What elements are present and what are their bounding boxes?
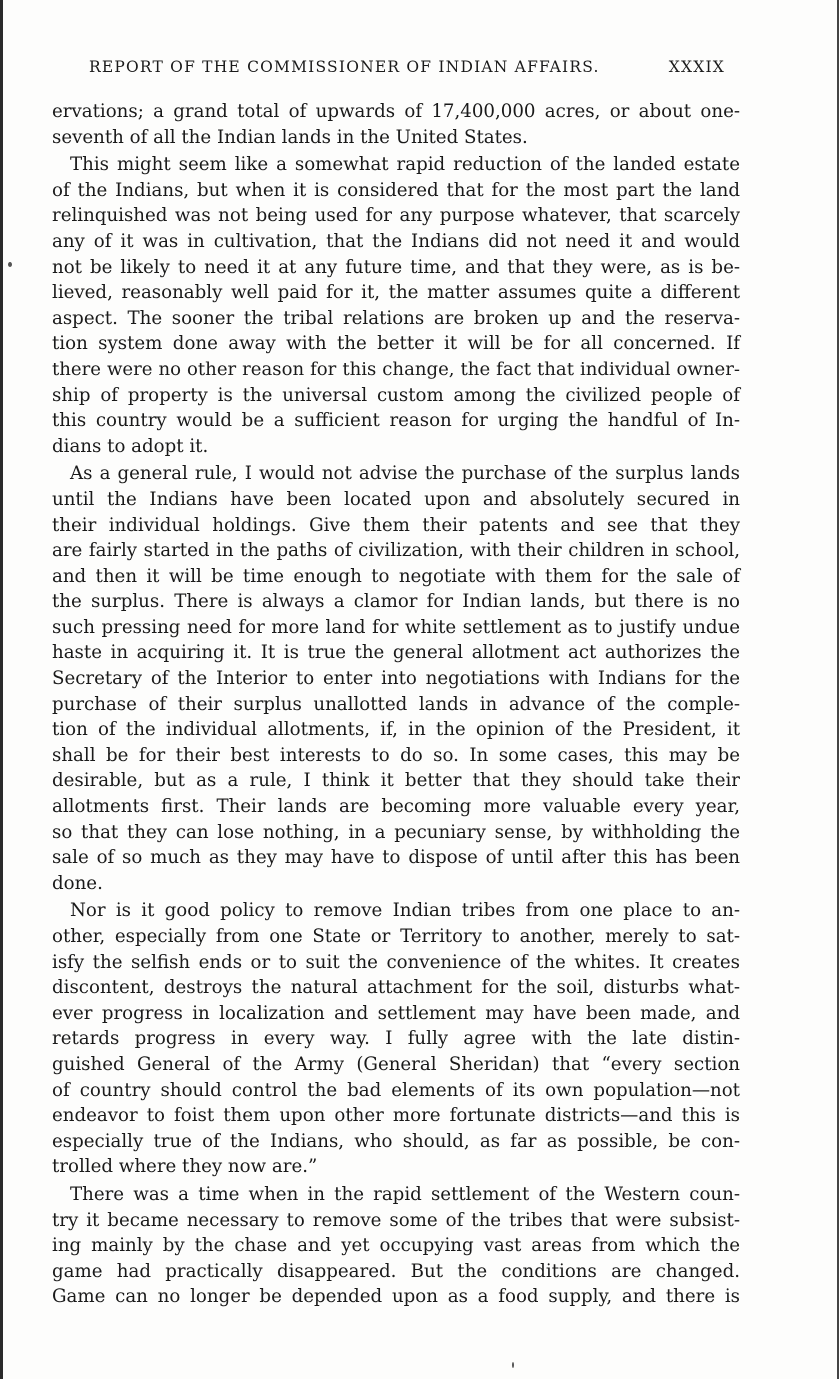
text-line: dians to adopt it. (52, 435, 209, 457)
text-line: tion of the individual allotments, if, in the opinion of the President, it (52, 719, 740, 741)
text-line: isfy the selfish ends or to suit the convenience of the whites. It creates (52, 951, 740, 973)
text-line: seventh of all the Indian lands in the United States. (52, 126, 528, 148)
paragraph (52, 1182, 740, 1310)
text-line: their individual holdings. Give them their patents and see that they (52, 514, 740, 536)
paragraph (52, 461, 740, 896)
paragraph (52, 898, 740, 1180)
text-line: done. (52, 872, 103, 894)
text-line: ing mainly by the chase and yet occupying vast areas from which the (52, 1235, 740, 1257)
text-line: shall be for their best interests to do so. In some cases, this may be (52, 744, 740, 766)
text-line: desirable, but as a rule, I think it better that they should take their (52, 770, 740, 792)
running-header (89, 58, 725, 84)
text-line: until the Indians have been located upon and absolutely secured in (52, 488, 740, 510)
text-line: sale of so much as they may have to dispose of until after this has been (52, 847, 740, 869)
text-line: ship of property is the universal custom among the civilized people of (52, 384, 740, 406)
page-left-edge (0, 0, 3, 1379)
text-line: ervations; a grand total of upwards of 17,400,000 acres, or about one- (52, 101, 740, 122)
text-line: tion system done away with the better it will be for all concerned. If (52, 333, 740, 355)
text-line: the surplus. There is always a clamor for Indian lands, but there is no (52, 591, 740, 613)
text-line: try it became necessary to remove some of the tribes that were subsist- (52, 1209, 740, 1231)
text-line: trolled where they now are.” (52, 1156, 318, 1178)
paragraph (52, 152, 740, 459)
text-line: especially true of the Indians, who should, as far as possible, be con- (52, 1130, 740, 1152)
text-line: aspect. The sooner the tribal relations are broken up and the reserva- (52, 307, 740, 329)
text-line: guished General of the Army (General Sheridan) that “every section (52, 1053, 740, 1075)
text-line: game had practically disappeared. But the conditions are changed. (52, 1260, 740, 1282)
text-line: Game can no longer be depended upon as a food supply, and there is (52, 1286, 740, 1308)
text-line: of country should control the bad elements of its own population—not (52, 1079, 740, 1101)
text-line: retards progress in every way. I fully agree with the late distin- (52, 1028, 740, 1050)
text-line: of the Indians, but when it is considered that for the most part the land (52, 179, 740, 201)
text-line: As a general rule, I would not advise the purchase of the surplus lands (70, 463, 740, 485)
ink-speck (8, 262, 12, 267)
text-line: such pressing need for more land for white settlement as to justify undue (52, 616, 740, 638)
text-line: this country would be a sufficient reason for urging the handful of In- (52, 410, 740, 432)
text-line: ever progress in localization and settlement may have been made, and (52, 1002, 740, 1024)
text-line: haste in acquiring it. It is true the general allotment act authorizes the (52, 642, 740, 664)
text-line: discontent, destroys the natural attachment for the soil, disturbs what- (52, 977, 740, 999)
text-line: Secretary of the Interior to enter into negotiations with Indians for the (52, 668, 740, 690)
page-number: XXXIX (668, 58, 725, 76)
header-title: REPORT OF THE COMMISSIONER OF INDIAN AFFAIRS. (89, 58, 600, 76)
text-line: allotments first. Their lands are becoming more valuable every year, (52, 796, 740, 818)
text-line: There was a time when in the rapid settlement of the Western coun- (70, 1183, 740, 1205)
text-line: and then it will be time enough to negotiate with them for the sale of (52, 565, 740, 587)
text-line: other, especially from one State or Territory to another, merely to sat- (52, 926, 740, 947)
text-line: relinquished was not being used for any purpose whatever, that scarcely (52, 205, 740, 227)
text-line: any of it was in cultivation, that the Indians did not need it and would (52, 230, 740, 252)
ink-speck (512, 1362, 514, 1368)
text-line: are fairly started in the paths of civilization, with their children in school, (52, 540, 740, 562)
text-line: so that they can lose nothing, in a pecuniary sense, by withholding the (52, 821, 740, 843)
text-line: Nor is it good policy to remove Indian tribes from one place to an- (70, 900, 740, 922)
text-line: there were no other reason for this change, the fact that individual owner- (52, 358, 740, 380)
text-line: endeavor to foist them upon other more fortunate districts—and this is (52, 1105, 740, 1127)
body-text (52, 99, 740, 1310)
text-line: This might seem like a somewhat rapid reduction of the landed estate (70, 154, 740, 176)
text-line: purchase of their surplus unallotted lands in advance of the comple- (52, 693, 740, 715)
text-line: lieved, reasonably well paid for it, the matter assumes quite a different (52, 282, 740, 304)
text-line: not be likely to need it at any future time, and that they were, as is be- (52, 256, 740, 278)
paragraph (52, 99, 740, 150)
